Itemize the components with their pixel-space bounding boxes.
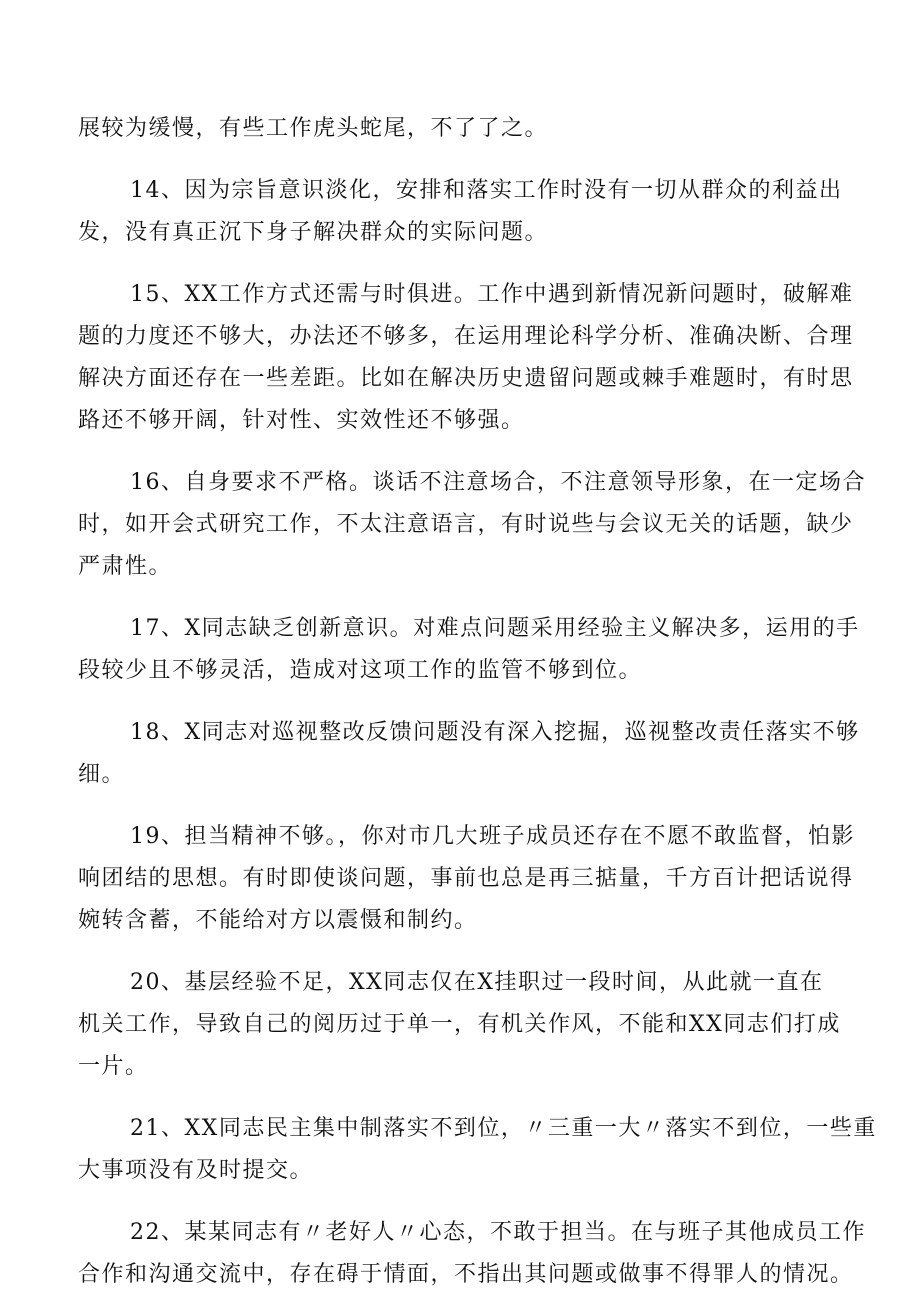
text-line: 时，如开会式研究工作，不太注意语言，有时说些与会议无关的话题，缺少 [78,512,854,537]
paragraph-item-22 [78,1212,866,1296]
paragraph-item-21 [78,1108,877,1192]
text-line: 路还不够开阔，针对性、实效性还不够强。 [78,408,525,433]
text-line: 16、自身要求不严格。谈话不注意场合，不注意领导形象，在一定场合 [130,470,866,495]
paragraph-item-17 [78,608,860,692]
text-line: 20、基层经验不足，XX同志仅在X挂职过一段时间，从此就一直在 [130,970,824,995]
text-line: 合作和沟通交流中，存在碍于情面，不指出其问题或做事不得罪人的情况。 [78,1262,854,1287]
text-line: 段较少且不够灵活，造成对这项工作的监管不够到位。 [78,658,643,683]
text-line: 解决方面还存在一些差距。比如在解决历史遗留问题或棘手难题时，有时思 [78,366,854,391]
text-line: 严肃性。 [78,554,173,579]
paragraph-item-15 [78,274,853,442]
text-line: 展较为缓慢，有些工作虎头蛇尾，不了了之。 [78,116,549,141]
text-line: 21、XX同志民主集中制落实不到位，〃三重一大〃落实不到位，一些重 [130,1116,877,1141]
document-page [78,108,877,1316]
text-line: 18、X同志对巡视整改反馈问题没有深入挖掘，巡视整改责任落实不够 [130,720,860,745]
paragraph-item-18 [78,712,860,796]
paragraph-continuation [78,108,853,150]
paragraph-item-19 [78,816,853,942]
text-line: 细。 [78,762,126,787]
paragraph-item-16 [78,462,866,588]
text-line: 发，没有真正沉下身子解决群众的实际问题。 [78,220,549,245]
text-line: 响团结的思想。有时即使谈问题，事前也总是再三掂量，千方百计把话说得 [78,866,854,891]
text-line: 22、某某同志有〃老好人〃心态，不敢于担当。在与班子其他成员工作 [130,1220,866,1245]
text-line: 婉转含蓄，不能给对方以震慑和制约。 [78,908,478,933]
paragraph-item-20 [78,962,853,1088]
text-line: 15、XX工作方式还需与时俱进。工作中遇到新情况新问题时，破解难 [130,282,854,307]
text-line: 大事项没有及时提交。 [78,1158,314,1183]
text-line: 机关工作，导致自己的阅历过于单一，有机关作风，不能和XX同志们打成 [78,1012,841,1037]
text-line: 14、因为宗旨意识淡化，安排和落实工作时没有一切从群众的利益出 [130,178,843,203]
paragraph-item-14 [78,170,853,254]
text-line: 题的力度还不够大，办法还不够多，在运用理论科学分析、准确决断、合理 [78,324,854,349]
text-line: 一片。 [78,1054,149,1079]
text-line: 19、担当精神不够。，你对市几大班子成员还存在不愿不敢监督，怕影 [130,824,855,849]
text-line: 17、X同志缺乏创新意识。对难点问题采用经验主义解决多，运用的手 [130,616,860,641]
